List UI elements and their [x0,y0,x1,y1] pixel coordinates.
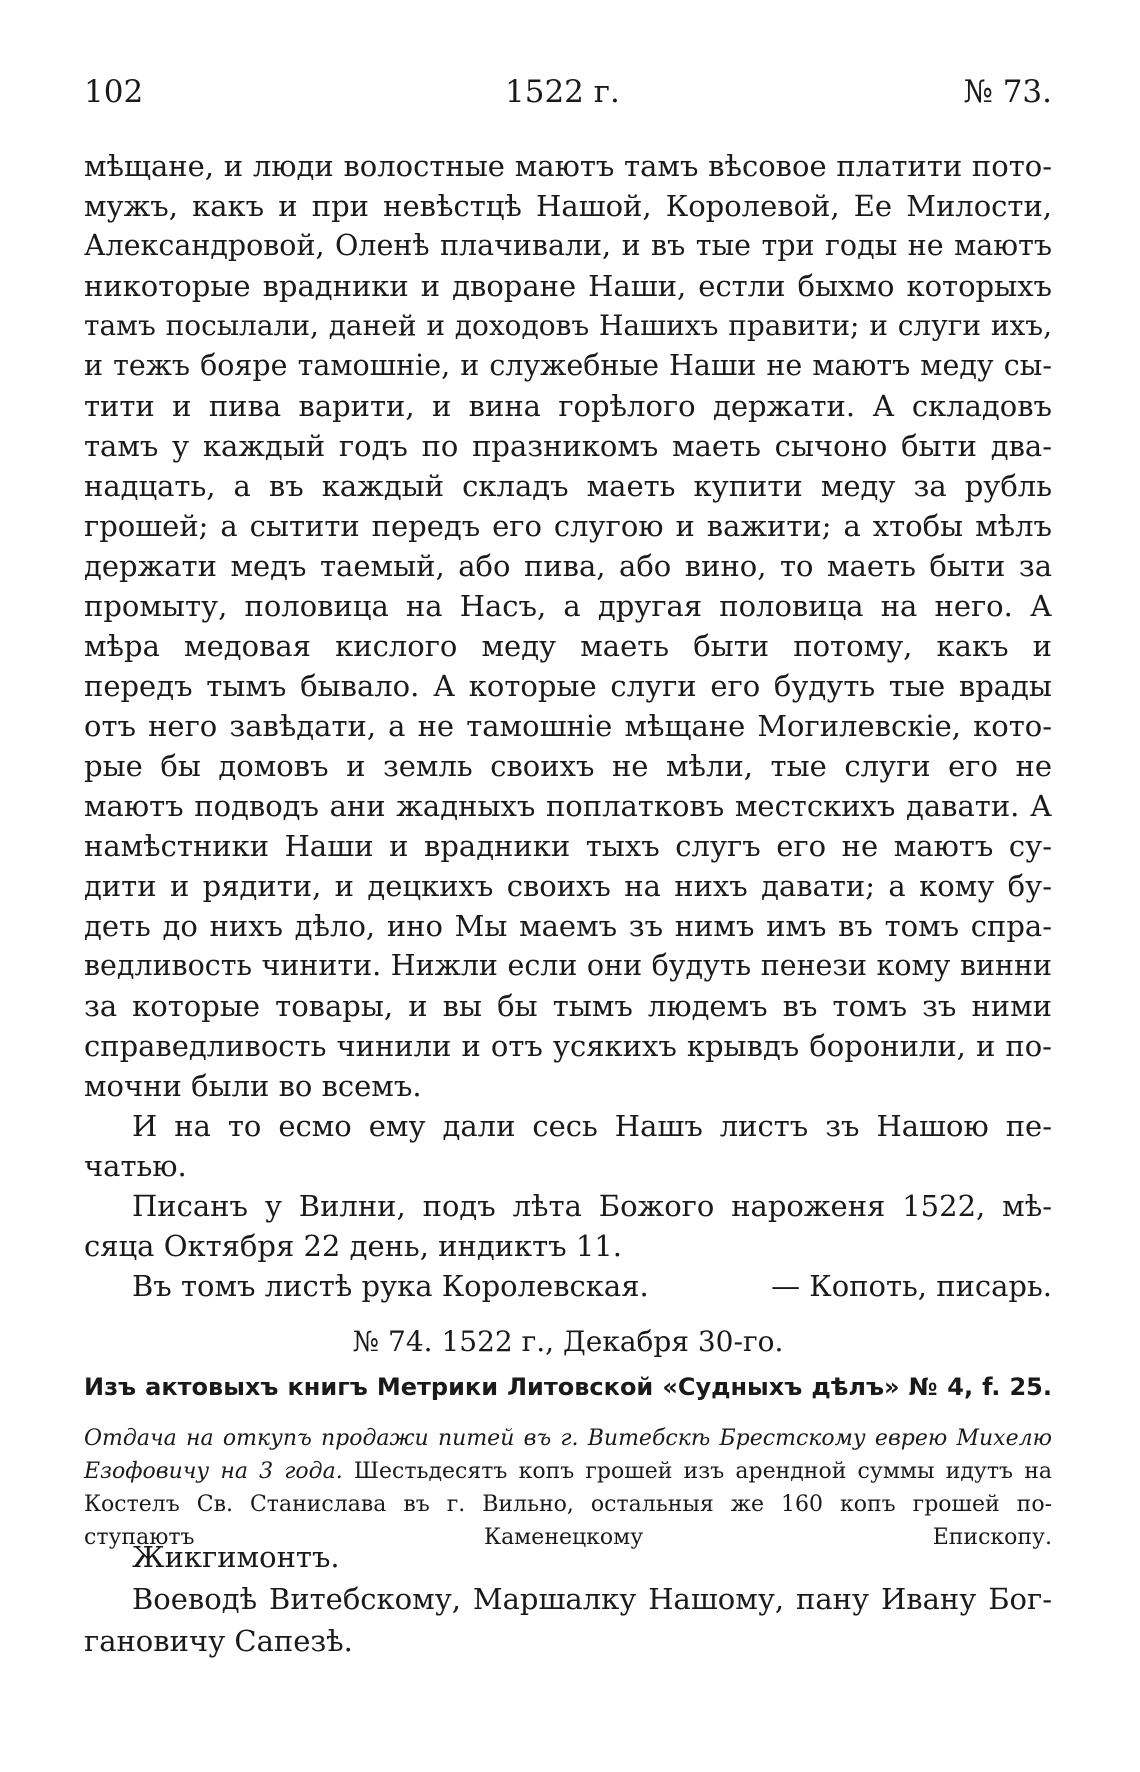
text-line: промыту, половица на Насъ, а другая половица на него. А [84,589,1052,623]
summary-italic-part: Езофовичу на 3 года. [84,1459,343,1484]
text-line: за которые товары, и вы бы тымъ людемъ въ томъ зъ ними [84,989,1052,1023]
text-line: Александровой, Оленѣ плачивали, и въ тые три годы не маютъ [84,229,1052,262]
sender-name: Жикгимонтъ. [132,1540,340,1574]
text-line: дити и рядити, и децкихъ своихъ на нихъ давати; а кому бу- [84,869,1052,903]
text-line: надцать, а въ каждый складъ маеть купити меду за рубль [84,469,1052,503]
text-line: тамъ посылали, даней и доходовъ Нашихъ правити; и слуги ихъ, [84,309,1052,342]
address-line: Воеводѣ Витебскому, Маршалку Нашому, пану Ивану Бог- [132,1582,1052,1616]
address-line: гановичу Сапезѣ. [84,1624,353,1658]
date-paragraph-line: Писанъ у Вилни, подъ лѣта Божого нароженя 1522, мѣ- [132,1189,1052,1223]
text-line: ведливость чинити. Нижли если они будуть пенези кому винни [84,949,1052,982]
document-body [84,146,1052,1306]
text-line: справедливость чинили и отъ усякихъ крывдъ боронили, и по- [84,1029,1052,1063]
text-line: передъ тымъ бывало. А которые слуги его будуть тые врады [84,669,1052,703]
text-line: маютъ подводъ ани жадныхъ поплатковъ местскихъ давати. А [84,789,1052,823]
text-line: мужъ, какъ и при невѣстцѣ Нашой, Королевой, Ее Милости, [84,189,1052,223]
letter-opening [84,1536,1052,1662]
text-line: никоторые врадники и дворане Наши, естли быхмо которыхъ [84,269,1052,303]
text-line: тити и пива варити, и вина горѣлого держати. А складовъ [84,389,1052,423]
text-line: отъ него завѣдати, а не тамошніе мѣщане Могилевскіе, кото- [84,709,1052,743]
text-line: деть до нихъ дѣло, ино Мы маемъ зъ нимъ имъ въ томъ спра- [84,909,1052,943]
text-line: тамъ у каждый годъ по празникомъ маеть сычоно быти два- [84,429,1052,463]
text-line: держати медъ таемый, або пива, або вино, то маеть быти за [84,549,1052,583]
scribe-signature: — Копоть, писарь. [771,1269,1052,1303]
text-line: рые бы домовъ и земль своихъ не мѣли, тые слуги его не [84,749,1052,783]
text-line: грошей; а сытити передъ его слугою и важити; а хтобы мѣлъ [84,509,1052,543]
text-line: мѣра медовая кислого меду маеть быти потому, какъ и [84,629,1052,663]
summary-line: Костелъ Св. Станислава въ г. Вильно, остальныя же 160 копъ грошей по- [84,1492,1052,1517]
document-number: № 73. [963,74,1052,110]
summary-line: ступаютъ Каменецкому Епископу. [84,1525,1052,1550]
page-number: 102 [84,74,144,110]
text-line: и тежъ бояре тамошніе, и служебные Наши не маютъ меду сы- [84,349,1052,382]
summary-line: Отдача на откупъ продажи питей въ г. Витебскѣ Брестскому еврею Михелю [84,1426,1052,1451]
entry-title: № 74. 1522 г., Декабря 30-го. [352,1325,784,1358]
entry-summary [84,1422,1052,1554]
page-header [84,74,1052,114]
text-line: мочни были во всемъ. [84,1069,422,1103]
seal-paragraph-line: чатью. [84,1149,187,1183]
summary-plain-part: Шестьдесятъ копъ грошей изъ арендной суммы идутъ на [342,1459,1052,1484]
seal-paragraph-line: И на то есмо ему дали сесь Нашъ листъ зъ Нашою пе- [132,1109,1052,1143]
date-paragraph-line: сяца Октября 22 день, индиктъ 11. [84,1229,622,1263]
source-heading: Изъ актовыхъ книгъ Метрики Литовской «Судныхъ дѣлъ» № 4, f. 25. [84,1373,1052,1401]
text-line: намѣстники Наши и врадники тыхъ слугъ его не маютъ су- [84,829,1052,863]
signature-note: Въ томъ листѣ рука Королевская. [132,1269,649,1303]
running-year: 1522 г. [505,74,620,110]
signature-line [132,1266,1052,1306]
summary-line [84,1455,1052,1488]
text-line: мѣщане, и люди волостные маютъ тамъ вѣсовое платити пото- [84,149,1052,183]
